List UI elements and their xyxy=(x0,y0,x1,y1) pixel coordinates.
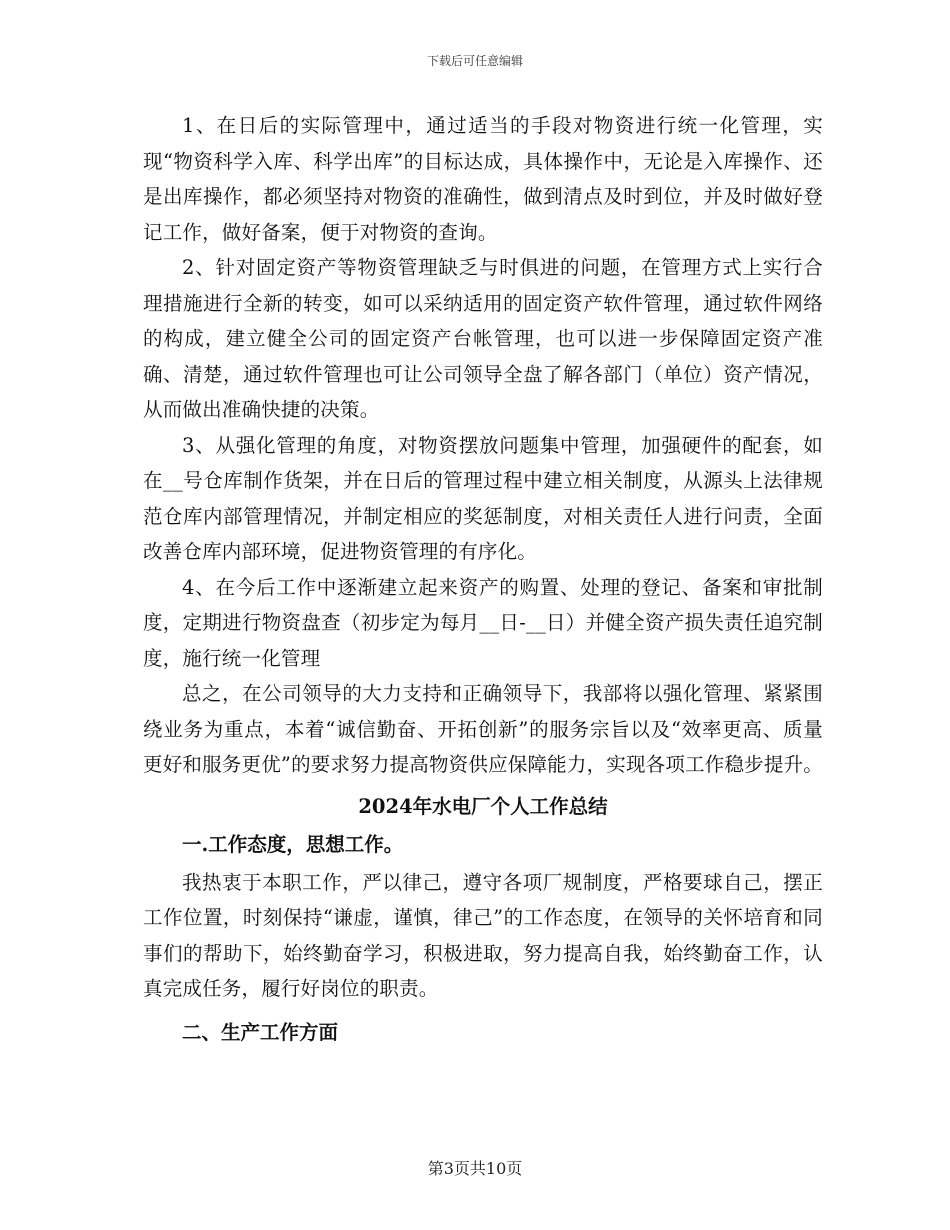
paragraph-summary: 总之，在公司领导的大力支持和正确领导下，我部将以强化管理、紧紧围绕业务为重点，本着“诚信勤奋、开拓创新”的服务宗旨以及“效率更高、质量更好和服务更优”的要求努力提高物资供应保障能力，实现各项工作稳步提升。 xyxy=(143,682,823,776)
paragraph-3: 3、从强化管理的角度，对物资摆放问题集中管理，加强硬件的配套，如在__号仓库制作货架，并在日后的管理过程中建立相关制度，从源头上法律规范仓库内部管理情况，并制定相应的奖惩制度，对相关责任人进行问责，全面改善仓库内部环境，促进物资管理的有序化。 xyxy=(143,433,823,563)
section-body-attitude: 我热衷于本职工作，严以律己，遵守各项厂规制度，严格要球自己，摆正工作位置，时刻保持“谦虚，谨慎，律己”的工作态度，在领导的关怀培育和同事们的帮助下，始终勤奋学习，积极进取，努力提高自我，始终勤奋工作，认真完成任务，履行好岗位的职责。 xyxy=(143,870,823,1000)
paragraph-2: 2、针对固定资产等物资管理缺乏与时俱进的问题，在管理方式上实行合理措施进行全新的转变，如可以采纳适用的固定资产软件管理，通过软件网络的构成，建立健全公司的固定资产台帐管理，也可以进一步保障固定资产准确、清楚，通过软件管理也可让公司领导全盘了解各部门（单位）资产情况，从而做出准确快捷的决策。 xyxy=(143,256,823,421)
header-note: 下载后可任意编辑 xyxy=(426,54,523,68)
paragraph-1: 1、在日后的实际管理中，通过适当的手段对物资进行统一化管理，实现“物资科学入库、科学出库”的目标达成，具体操作中，无论是入库操作、还是出库操作，都必须坚持对物资的准确性，做到清点及时到位，并及时做好登记工作，做好备案，便于对物资的查询。 xyxy=(143,114,823,244)
document-body xyxy=(143,108,823,1053)
section-heading-production: 二、生产工作方面 xyxy=(182,1020,339,1044)
paragraph-4: 4、在今后工作中逐渐建立起来资产的购置、处理的登记、备案和审批制度，定期进行物资盘查（初步定为每月__日-__日）并健全资产损失责任追究制度，施行统一化管理 xyxy=(143,575,823,670)
section-heading-attitude: 一.工作态度，思想工作。 xyxy=(182,832,404,856)
document-title: 2024年水电厂个人工作总结 xyxy=(358,794,608,818)
page-number: 第3页共10页 xyxy=(427,1159,523,1178)
